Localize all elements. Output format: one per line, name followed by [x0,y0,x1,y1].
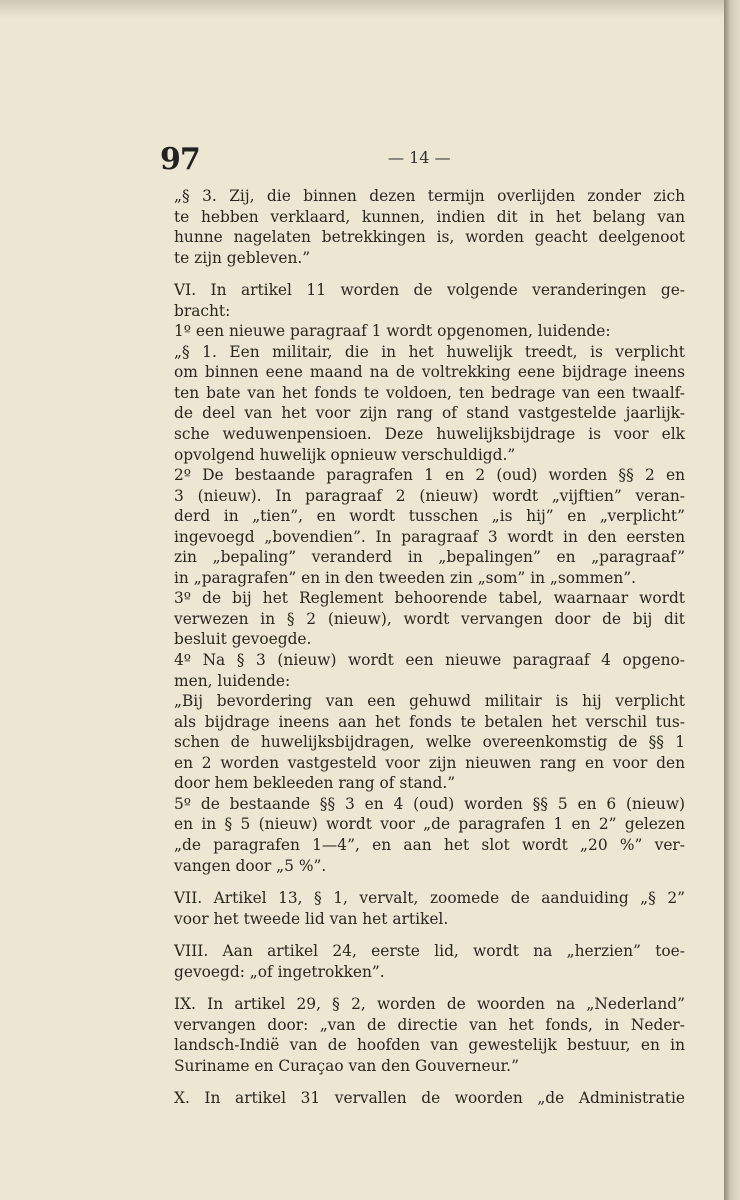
text-line: 4º Na § 3 (nieuw) wordt een nieuwe paragraaf 4 opgeno- [174,651,685,670]
text-line: en in § 5 (nieuw) wordt voor „de paragrafen 1 en 2” gelezen [174,815,685,834]
paragraph-vi-5 [160,794,685,876]
paragraph-vi-1-quote [160,342,685,465]
text-line: ingevoegd „bovendien”. In paragraaf 3 wordt in den eersten [174,527,685,546]
paragraph-vi-4 [160,650,685,691]
body-text [160,186,685,1109]
text-line: 3 (nieuw). In paragraaf 2 (nieuw) wordt „vijftien” veran- [174,486,685,505]
text-line: en 2 worden vastgesteld voor zijn nieuwen rang en voor den [174,753,685,772]
text-line: „Bij bevordering van een gehuwd militair is hij verplicht [174,692,685,711]
text-line: door hem bekleeden rang of stand.” [174,774,456,793]
folio-number: 97 [160,142,200,177]
text-line: men, luidende: [174,671,291,690]
text-line: om binnen eene maand na de voltrekking eene bijdrage ineens [174,363,685,382]
text-line: 1º een nieuwe paragraaf 1 wordt opgenomen, luidende: [174,322,611,341]
text-line: „§ 1. Een militair, die in het huwelijk treedt, is verplicht [174,342,685,361]
text-line: 5º de bestaande §§ 3 en 4 (oud) worden §§ 5 en 6 (nieuw) [174,794,685,813]
paragraph-vii [160,888,685,929]
text-line: sche weduwenpensioen. Deze huwelijksbijdrage is voor elk [174,425,685,444]
text-line: gevoegd: „of ingetrokken”. [174,962,385,981]
text-line: vervangen door: „van de directie van het fonds, in Neder- [174,1015,685,1034]
text-line: VII. Artikel 13, § 1, vervalt, zoomede de aanduiding „§ 2” [174,889,685,908]
text-line: schen de huwelijksbijdragen, welke overeenkomstig de §§ 1 [174,733,685,752]
text-line: in „paragrafen” en in den tweeden zin „som” in „sommen”. [174,568,637,587]
paragraph-x [160,1088,685,1109]
text-line: hunne nagelaten betrekkingen is, worden geacht deelgenoot [174,228,685,247]
page-edge-shadow [724,0,740,1200]
paragraph-vi-3 [160,588,685,650]
paragraph-art10-par3 [160,186,685,268]
text-line: „§ 3. Zij, die binnen dezen termijn overlijden zonder zich [174,187,685,205]
text-line: IX. In artikel 29, § 2, worden de woorden na „Nederland” [174,995,685,1014]
paragraph-vi [160,280,685,321]
paragraph-viii [160,941,685,982]
paragraph-vi-4-quote [160,691,685,794]
text-line: opvolgend huwelijk opnieuw verschuldigd.” [174,445,516,464]
text-line: ten bate van het fonds te voldoen, ten bedrage van een twaalf- [174,383,685,402]
paragraph-vi-1 [160,321,685,342]
page-top-shadow [0,0,740,18]
text-line: VI. In artikel 11 worden de volgende veranderingen ge- [174,281,685,300]
text-line: te hebben verklaard, kunnen, indien dit in het belang van [174,207,685,226]
paragraph-vi-2 [160,465,685,588]
page-header [160,142,685,182]
text-line: de deel van het voor zijn rang of stand vastgestelde jaarlijk- [174,404,685,423]
text-line: „de paragrafen 1—4”, en aan het slot wordt „20 %” ver- [174,835,685,854]
text-line: X. In artikel 31 vervallen de woorden „de Administratie [174,1089,685,1108]
text-line: besluit gevoegde. [174,630,312,649]
text-line: VIII. Aan artikel 24, eerste lid, wordt na „herzien” toe- [174,942,685,961]
text-line: voor het tweede lid van het artikel. [174,909,449,928]
text-line: bracht: [174,301,231,320]
text-line: verwezen in § 2 (nieuw), wordt vervangen door de bij dit [174,609,685,628]
text-line: landsch-Indië van de hoofden van gewestelijk bestuur, en in [174,1036,685,1055]
running-head: — 14 — [388,148,451,167]
text-line: Suriname en Curaçao van den Gouverneur.” [174,1056,519,1075]
text-line: vangen door „5 %”. [174,856,327,875]
text-line: te zijn gebleven.” [174,248,311,267]
text-line: derd in „tien”, en wordt tusschen „is hij” en „verplicht” [174,507,685,526]
text-line: 2º De bestaande paragrafen 1 en 2 (oud) worden §§ 2 en [174,466,685,485]
text-line: 3º de bij het Reglement behoorende tabel, waarnaar wordt [174,589,685,608]
paragraph-ix [160,994,685,1076]
text-line: zin „bepaling” veranderd in „bepalingen” en „paragraaf” [174,548,685,567]
text-line: als bijdrage ineens aan het fonds te betalen het verschil tus- [174,712,685,731]
